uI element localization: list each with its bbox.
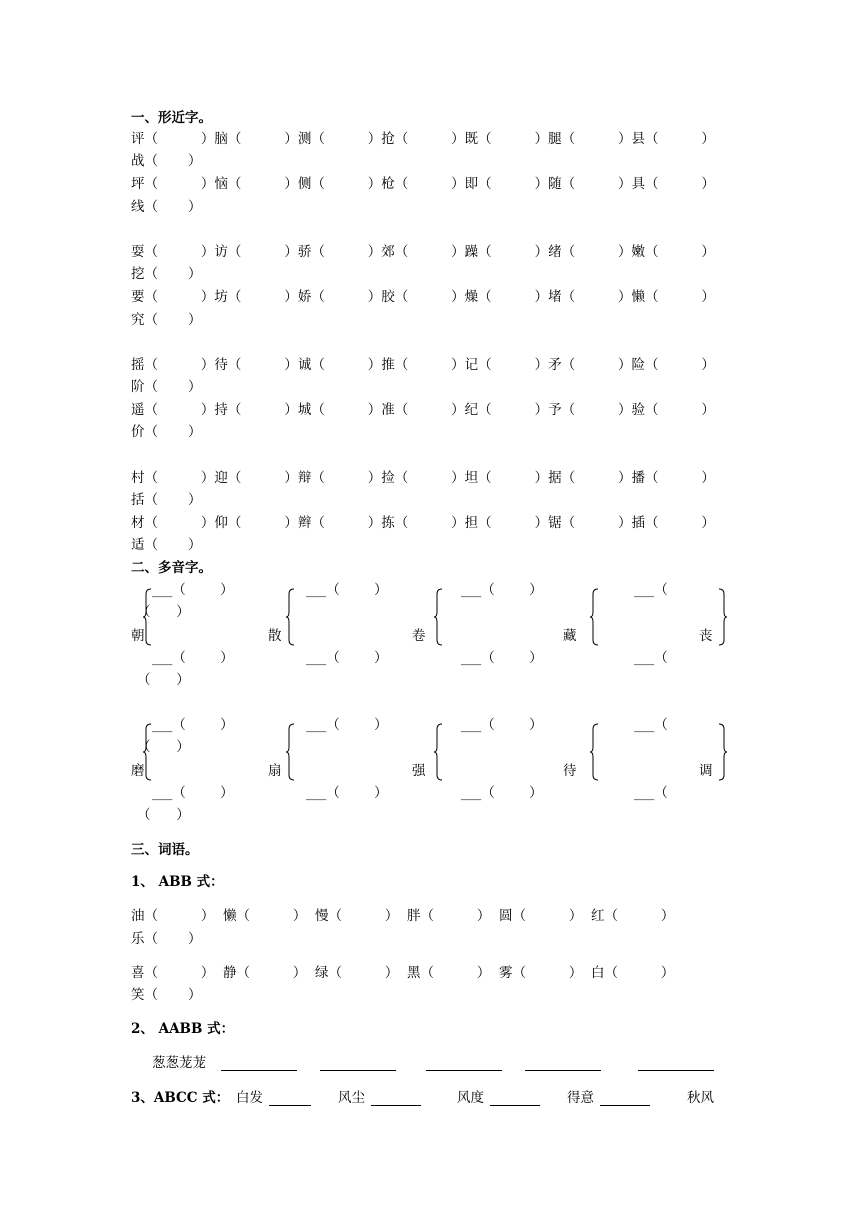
left-brace	[285, 723, 295, 781]
answer-slot: ___（	[634, 785, 703, 801]
abcc-item: 风度	[457, 1090, 484, 1106]
similar-row-5-wrap: 阶（ ）	[131, 379, 202, 395]
right-brace	[718, 723, 728, 781]
answer-blank	[371, 1090, 421, 1106]
right-brace	[718, 588, 728, 646]
abcc-item: 秋风	[687, 1090, 714, 1106]
similar-row-2: 坪（ ）恼（ ）侧（ ）枪（ ）即（ ）随（ ）具（ ）	[131, 176, 715, 192]
left-brace	[589, 723, 599, 781]
left-brace	[285, 588, 295, 646]
abcc-item: 风尘	[338, 1090, 365, 1106]
abb-row-1-wrap: 乐（ ）	[131, 931, 202, 947]
polyphonic-char: 强	[412, 763, 426, 779]
similar-row-7-wrap: 括（ ）	[131, 492, 202, 508]
polyphonic-char: 扇	[268, 763, 282, 779]
answer-slot: ___（ ）	[306, 785, 388, 801]
answer-blank	[638, 1055, 714, 1071]
similar-row-1: 评（ ）脑（ ）测（ ）抢（ ）既（ ）腿（ ）县（ ）	[131, 131, 715, 147]
answer-slot: ___（ ）	[306, 717, 388, 733]
similar-row-2-wrap: 线（ ）	[131, 199, 202, 215]
answer-slot: ___（	[634, 717, 703, 733]
answer-blank	[525, 1055, 601, 1071]
polyphonic-char: 散	[268, 628, 282, 644]
left-brace	[433, 723, 443, 781]
answer-slot: ___（ ）	[152, 717, 234, 733]
left-brace	[433, 588, 443, 646]
answer-slot: ___（ ）	[152, 582, 234, 598]
section-title-similar-characters: 一、形近字。	[131, 110, 212, 126]
abcc-item: 白发	[236, 1090, 263, 1106]
answer-slot: ___（ ）	[152, 785, 234, 801]
answer-blank	[221, 1055, 297, 1071]
section-title-vocabulary: 三、词语。	[131, 842, 199, 858]
answer-slot: ___（ ）	[461, 717, 543, 733]
similar-row-7: 村（ ）迎（ ）辩（ ）捡（ ）坦（ ）据（ ）播（ ）	[131, 470, 715, 486]
answer-slot: ___（ ）	[306, 650, 388, 666]
similar-row-6-wrap: 价（ ）	[131, 424, 202, 440]
aabb-label: 2、 AABB 式：	[131, 1021, 235, 1037]
abcc-item: 得意	[567, 1090, 594, 1106]
similar-row-4-wrap: 究（ ）	[131, 312, 202, 328]
answer-slot: ___（ ）	[461, 785, 543, 801]
abb-row-1: 油（ ） 懒（ ） 慢（ ） 胖（ ） 圆（ ） 红（ ）	[131, 908, 675, 924]
answer-blank	[426, 1055, 502, 1071]
similar-row-3-wrap: 挖（ ）	[131, 266, 202, 282]
answer-slot: ___（	[634, 582, 703, 598]
polyphonic-char: 朝	[131, 628, 145, 644]
similar-row-6: 遥（ ）持（ ）城（ ）准（ ）纪（ ）予（ ）验（ ）	[131, 402, 715, 418]
polyphonic-char: 调	[699, 763, 713, 779]
answer-slot-wrap: （ ）	[137, 604, 190, 620]
similar-row-1-wrap: 战（ ）	[131, 153, 202, 169]
answer-slot: ___（ ）	[306, 582, 388, 598]
abb-row-2: 喜（ ） 静（ ） 绿（ ） 黑（ ） 雾（ ） 白（ ）	[131, 965, 675, 981]
similar-row-8: 材（ ）仰（ ）辫（ ）拣（ ）担（ ）锯（ ）插（ ）	[131, 515, 715, 531]
similar-row-3: 耍（ ）访（ ）骄（ ）郊（ ）躁（ ）绪（ ）嫩（ ）	[131, 244, 715, 260]
answer-slot-wrap: （ ）	[137, 739, 190, 755]
similar-row-4: 要（ ）坊（ ）娇（ ）胶（ ）燥（ ）堵（ ）懒（ ）	[131, 289, 715, 305]
abb-label: 1、 ABB 式：	[131, 874, 224, 890]
answer-blank	[490, 1090, 540, 1106]
answer-slot: ___（ ）	[461, 582, 543, 598]
answer-blank	[600, 1090, 650, 1106]
polyphonic-char: 卷	[412, 628, 426, 644]
abb-row-2-wrap: 笑（ ）	[131, 987, 202, 1003]
answer-slot-wrap: （ ）	[137, 807, 190, 823]
similar-row-5: 摇（ ）待（ ）诚（ ）推（ ）记（ ）矛（ ）险（ ）	[131, 357, 715, 373]
polyphonic-char: 磨	[131, 763, 145, 779]
answer-slot-wrap: （ ）	[137, 672, 190, 688]
answer-blank	[320, 1055, 396, 1071]
answer-slot: ___（	[634, 650, 703, 666]
left-brace	[589, 588, 599, 646]
answer-slot: ___（ ）	[461, 650, 543, 666]
section-title-polyphonic-characters: 二、多音字。	[131, 560, 212, 576]
aabb-example: 葱葱茏茏	[152, 1055, 206, 1071]
answer-slot: ___（ ）	[152, 650, 234, 666]
polyphonic-char: 丧	[699, 628, 713, 644]
abcc-label: 3、ABCC 式：	[131, 1090, 230, 1106]
similar-row-8-wrap: 适（ ）	[131, 537, 202, 553]
answer-blank	[269, 1090, 311, 1106]
polyphonic-char: 待	[563, 763, 577, 779]
polyphonic-char: 藏	[563, 628, 577, 644]
